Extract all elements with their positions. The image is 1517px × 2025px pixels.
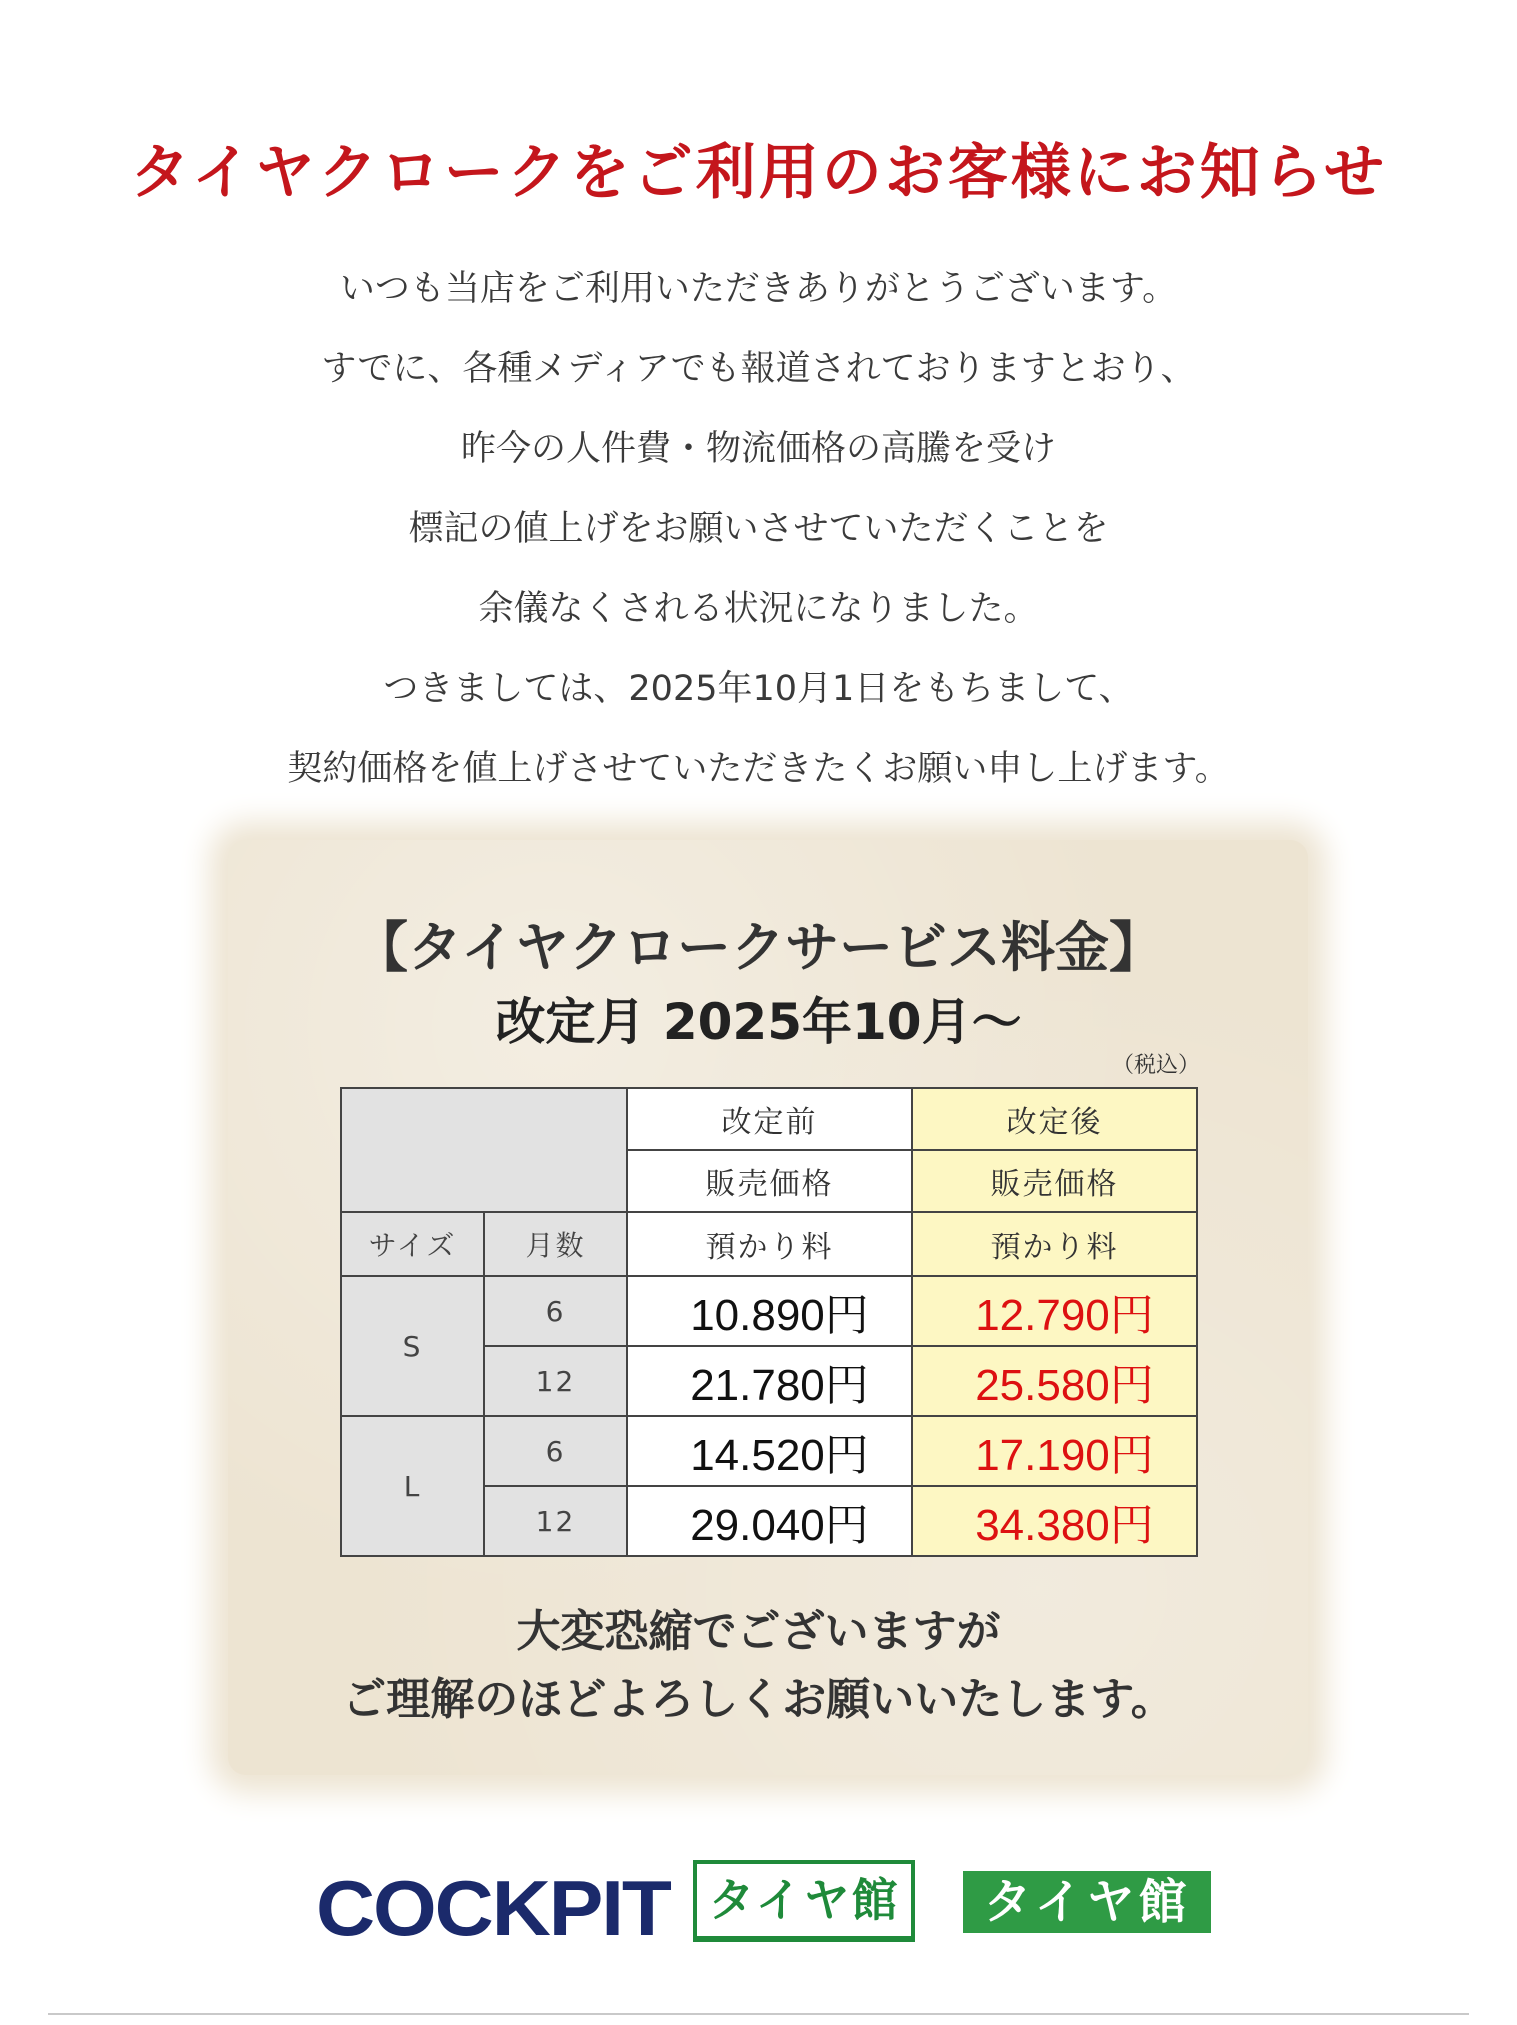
after-sales-price-header: 販売価格 (912, 1150, 1197, 1212)
before-sales-price-header: 販売価格 (627, 1150, 912, 1212)
price-before: 29.040円 (627, 1486, 912, 1556)
after-revision-header: 改定後 (912, 1088, 1197, 1150)
after-storage-fee-header: 預かり料 (912, 1212, 1197, 1276)
intro-line: つきましては、2025年10月1日をもちまして、 (383, 669, 1134, 709)
intro-line: 余儀なくされる状況になりました。 (478, 589, 1039, 629)
closing-line: ご理解のほどよろしくお願いいたします。 (342, 1674, 1175, 1725)
intro-line: すでに、各種メディアでも報道されておりますとおり、 (321, 349, 1196, 389)
page-title: タイヤクロークをご利用のお客様にお知らせ (130, 138, 1387, 208)
size-cell: L (341, 1416, 484, 1556)
price-panel-title: 【タイヤクロークサービス料金】 (354, 916, 1163, 979)
revision-date: 改定月 2025年10月～ (495, 993, 1022, 1051)
cockpit-logo: COCKPIT (316, 1864, 670, 1952)
price-after: 25.580円 (912, 1346, 1197, 1416)
months-cell: 12 (484, 1346, 627, 1416)
size-column-header: サイズ (341, 1212, 484, 1276)
tiya-kan-outline-logo: タイヤ館 (693, 1860, 915, 1942)
closing-message (0, 1598, 1517, 1734)
table-row (341, 1416, 1197, 1486)
tax-included-note: （税込） (1112, 1053, 1201, 1078)
closing-line: 大変恐縮でございますが (516, 1606, 1001, 1657)
price-after: 12.790円 (912, 1276, 1197, 1346)
price-table (340, 1087, 1198, 1557)
intro-line: 契約価格を値上げさせていただきたくお願い申し上げます。 (287, 749, 1230, 789)
intro-line: 標記の値上げをお願いさせていただくことを (408, 509, 1109, 549)
brand-logos (0, 1855, 1517, 1965)
table-corner-cell (341, 1088, 627, 1212)
intro-line: 昨今の人件費・物流価格の高騰を受け (460, 429, 1056, 469)
before-storage-fee-header: 預かり料 (627, 1212, 912, 1276)
price-after: 34.380円 (912, 1486, 1197, 1556)
intro-line: いつも当店をご利用いただきありがとうございます。 (339, 269, 1178, 309)
size-cell: S (341, 1276, 484, 1416)
before-revision-header: 改定前 (627, 1088, 912, 1150)
months-cell: 6 (484, 1276, 627, 1346)
months-cell: 12 (484, 1486, 627, 1556)
tiya-kan-filled-logo: タイヤ館 (963, 1871, 1211, 1933)
price-after: 17.190円 (912, 1416, 1197, 1486)
bottom-divider (48, 2013, 1469, 2015)
price-before: 10.890円 (627, 1276, 912, 1346)
price-before: 21.780円 (627, 1346, 912, 1416)
months-cell: 6 (484, 1416, 627, 1486)
tiya-kan-logo-underline (693, 1936, 915, 1948)
months-column-header: 月数 (484, 1212, 627, 1276)
intro-message (0, 258, 1517, 818)
table-row (341, 1276, 1197, 1346)
price-before: 14.520円 (627, 1416, 912, 1486)
